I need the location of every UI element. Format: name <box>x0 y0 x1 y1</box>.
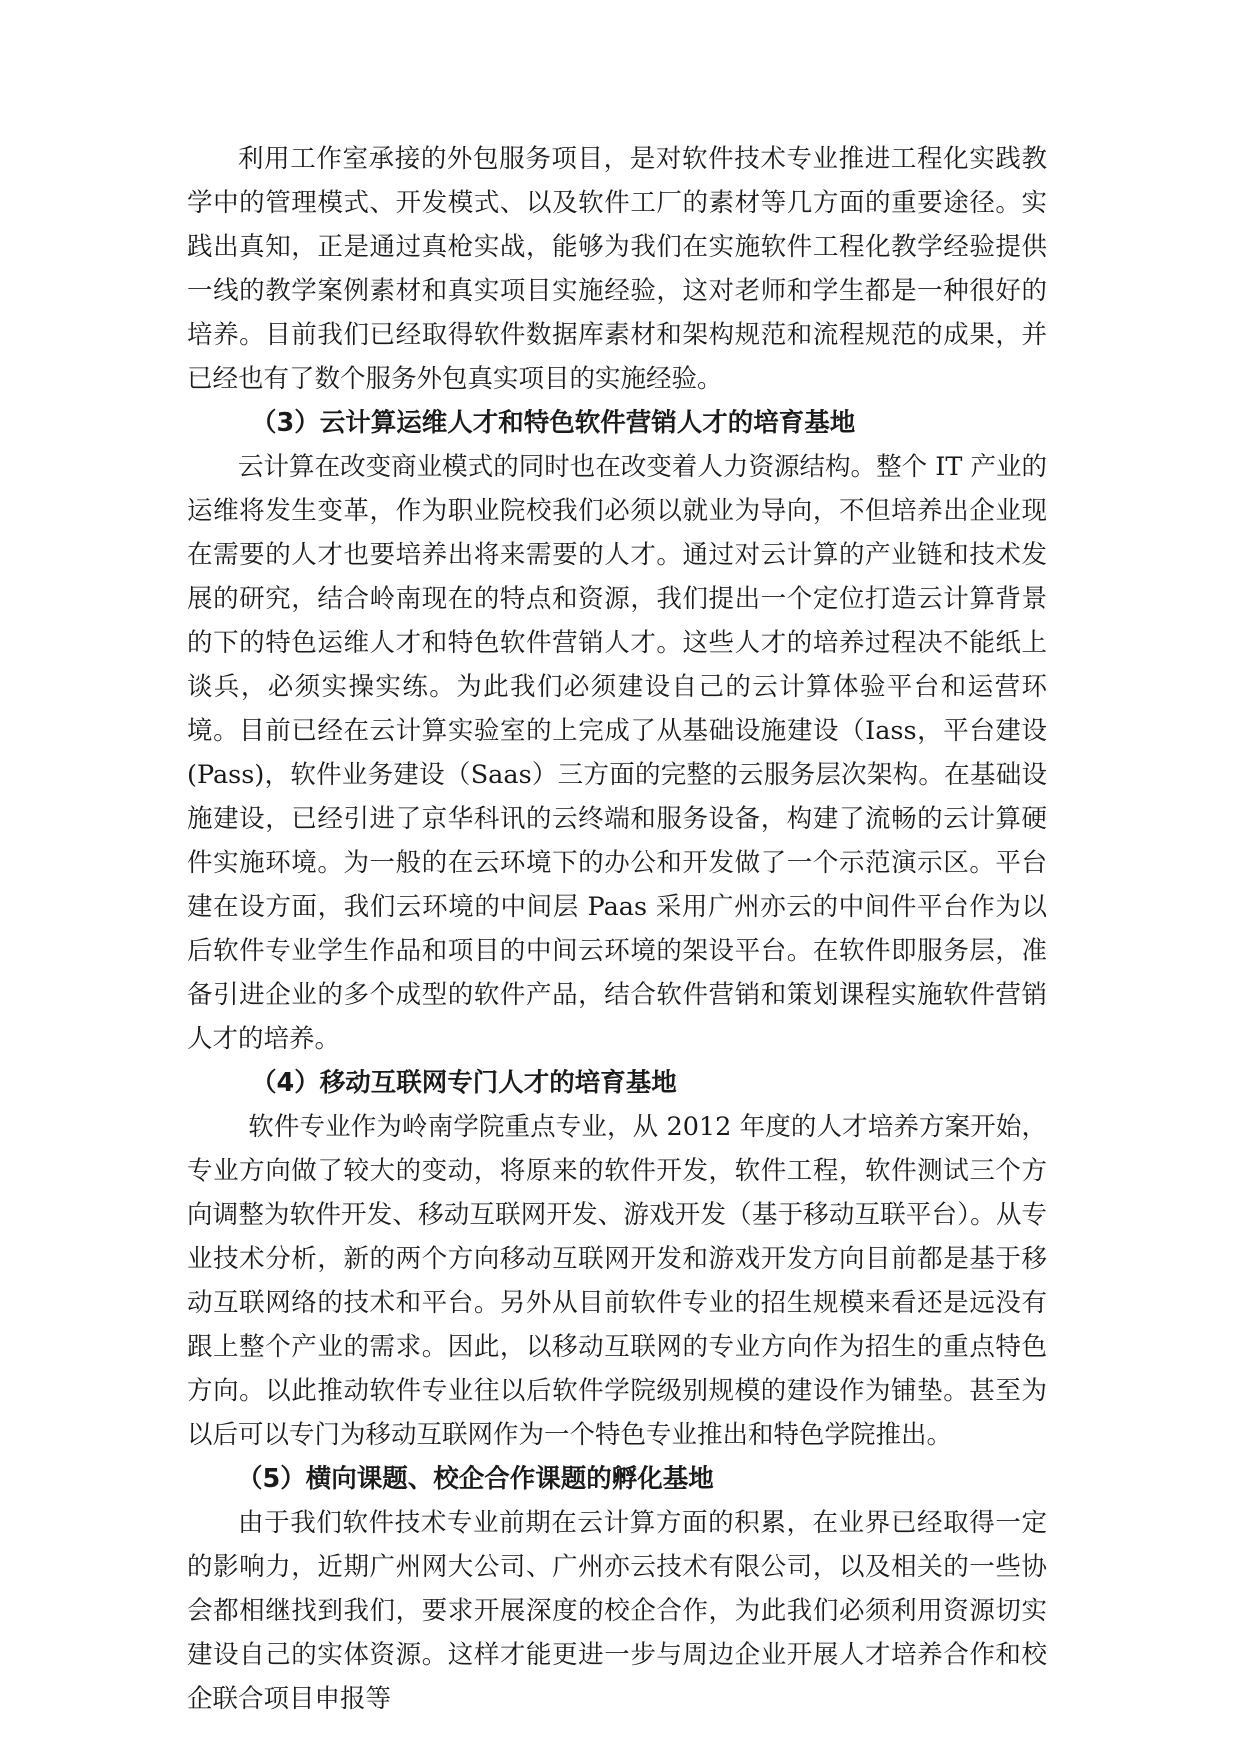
paragraph-outsourcing: 利用工作室承接的外包服务项目，是对软件技术专业推进工程化实践教学中的管理模式、开发模式、以及软件工厂的素材等几方面的重要途径。实践出真知，正是通过真枪实战，能够为我们在实施软件工程化教学经验提供一线的教学案例素材和真实项目实施经验，这对老师和学生都是一种很好的培养。目前我们已经取得软件数据库素材和架构规范和流程规范的成果，并已经也有了数个服务外包真实项目的实施经验。 <box>187 144 1047 394</box>
section-heading-5: （5）横向课题、校企合作课题的孵化基地 <box>237 1464 714 1494</box>
section-heading-3: （3）云计算运维人才和特色软件营销人才的培育基地 <box>251 408 856 438</box>
paragraph-incubation: 由于我们软件技术专业前期在云计算方面的积累，在业界已经取得一定的影响力，近期广州网大公司、广州亦云技术有限公司，以及相关的一些协会都相继找到我们，要求开展深度的校企合作，为此我们必须利用资源切实建设自己的实体资源。这样才能更进一步与周边企业开展人才培养合作和校企联合项目申报等 <box>187 1508 1047 1714</box>
section-heading-4: （4）移动互联网专门人才的培育基地 <box>251 1068 677 1098</box>
paragraph-cloud-computing: 云计算在改变商业模式的同时也在改变着人力资源结构。整个 IT 产业的运维将发生变革，作为职业院校我们必须以就业为导向，不但培养出企业现在需要的人才也要培养出将来需要的人才。通过对云计算的产业链和技术发展的研究，结合岭南现在的特点和资源，我们提出一个定位打造云计算背景的下的特色运维人才和特色软件营销人才。这些人才的培养过程决不能纸上谈兵，必须实操实练。为此我们必须建设自己的云计算体验平台和运营环境。目前已经在云计算实验室的上完成了从基础设施建设（Iass，平台建设(Pass)，软件业务建设（Saas）三方面的完整的云服务层次架构。在基础设施建设，已经引进了京华科讯的云终端和服务设备，构建了流畅的云计算硬件实施环境。为一般的在云环境下的办公和开发做了一个示范演示区。平台建在设方面，我们云环境的中间层 Paas 采用广州亦云的中间件平台作为以后软件专业学生作品和项目的中间云环境的架设平台。在软件即服务层，准备引进企业的多个成型的软件产品，结合软件营销和策划课程实施软件营销人才的培养。 <box>187 452 1047 1054</box>
document-body <box>187 137 1047 1721</box>
paragraph-mobile-internet: 软件专业作为岭南学院重点专业，从 2012 年度的人才培养方案开始，专业方向做了较大的变动，将原来的软件开发，软件工程，软件测试三个方向调整为软件开发、移动互联网开发、游戏开发（基于移动互联平台）。从专业技术分析，新的两个方向移动互联网开发和游戏开发方向目前都是基于移动互联网络的技术和平台。另外从目前软件专业的招生规模来看还是远没有跟上整个产业的需求。因此，以移动互联网的专业方向作为招生的重点特色方向。以此推动软件专业往以后软件学院级别规模的建设作为铺垫。甚至为以后可以专门为移动互联网作为一个特色专业推出和特色学院推出。 <box>187 1112 1047 1450</box>
